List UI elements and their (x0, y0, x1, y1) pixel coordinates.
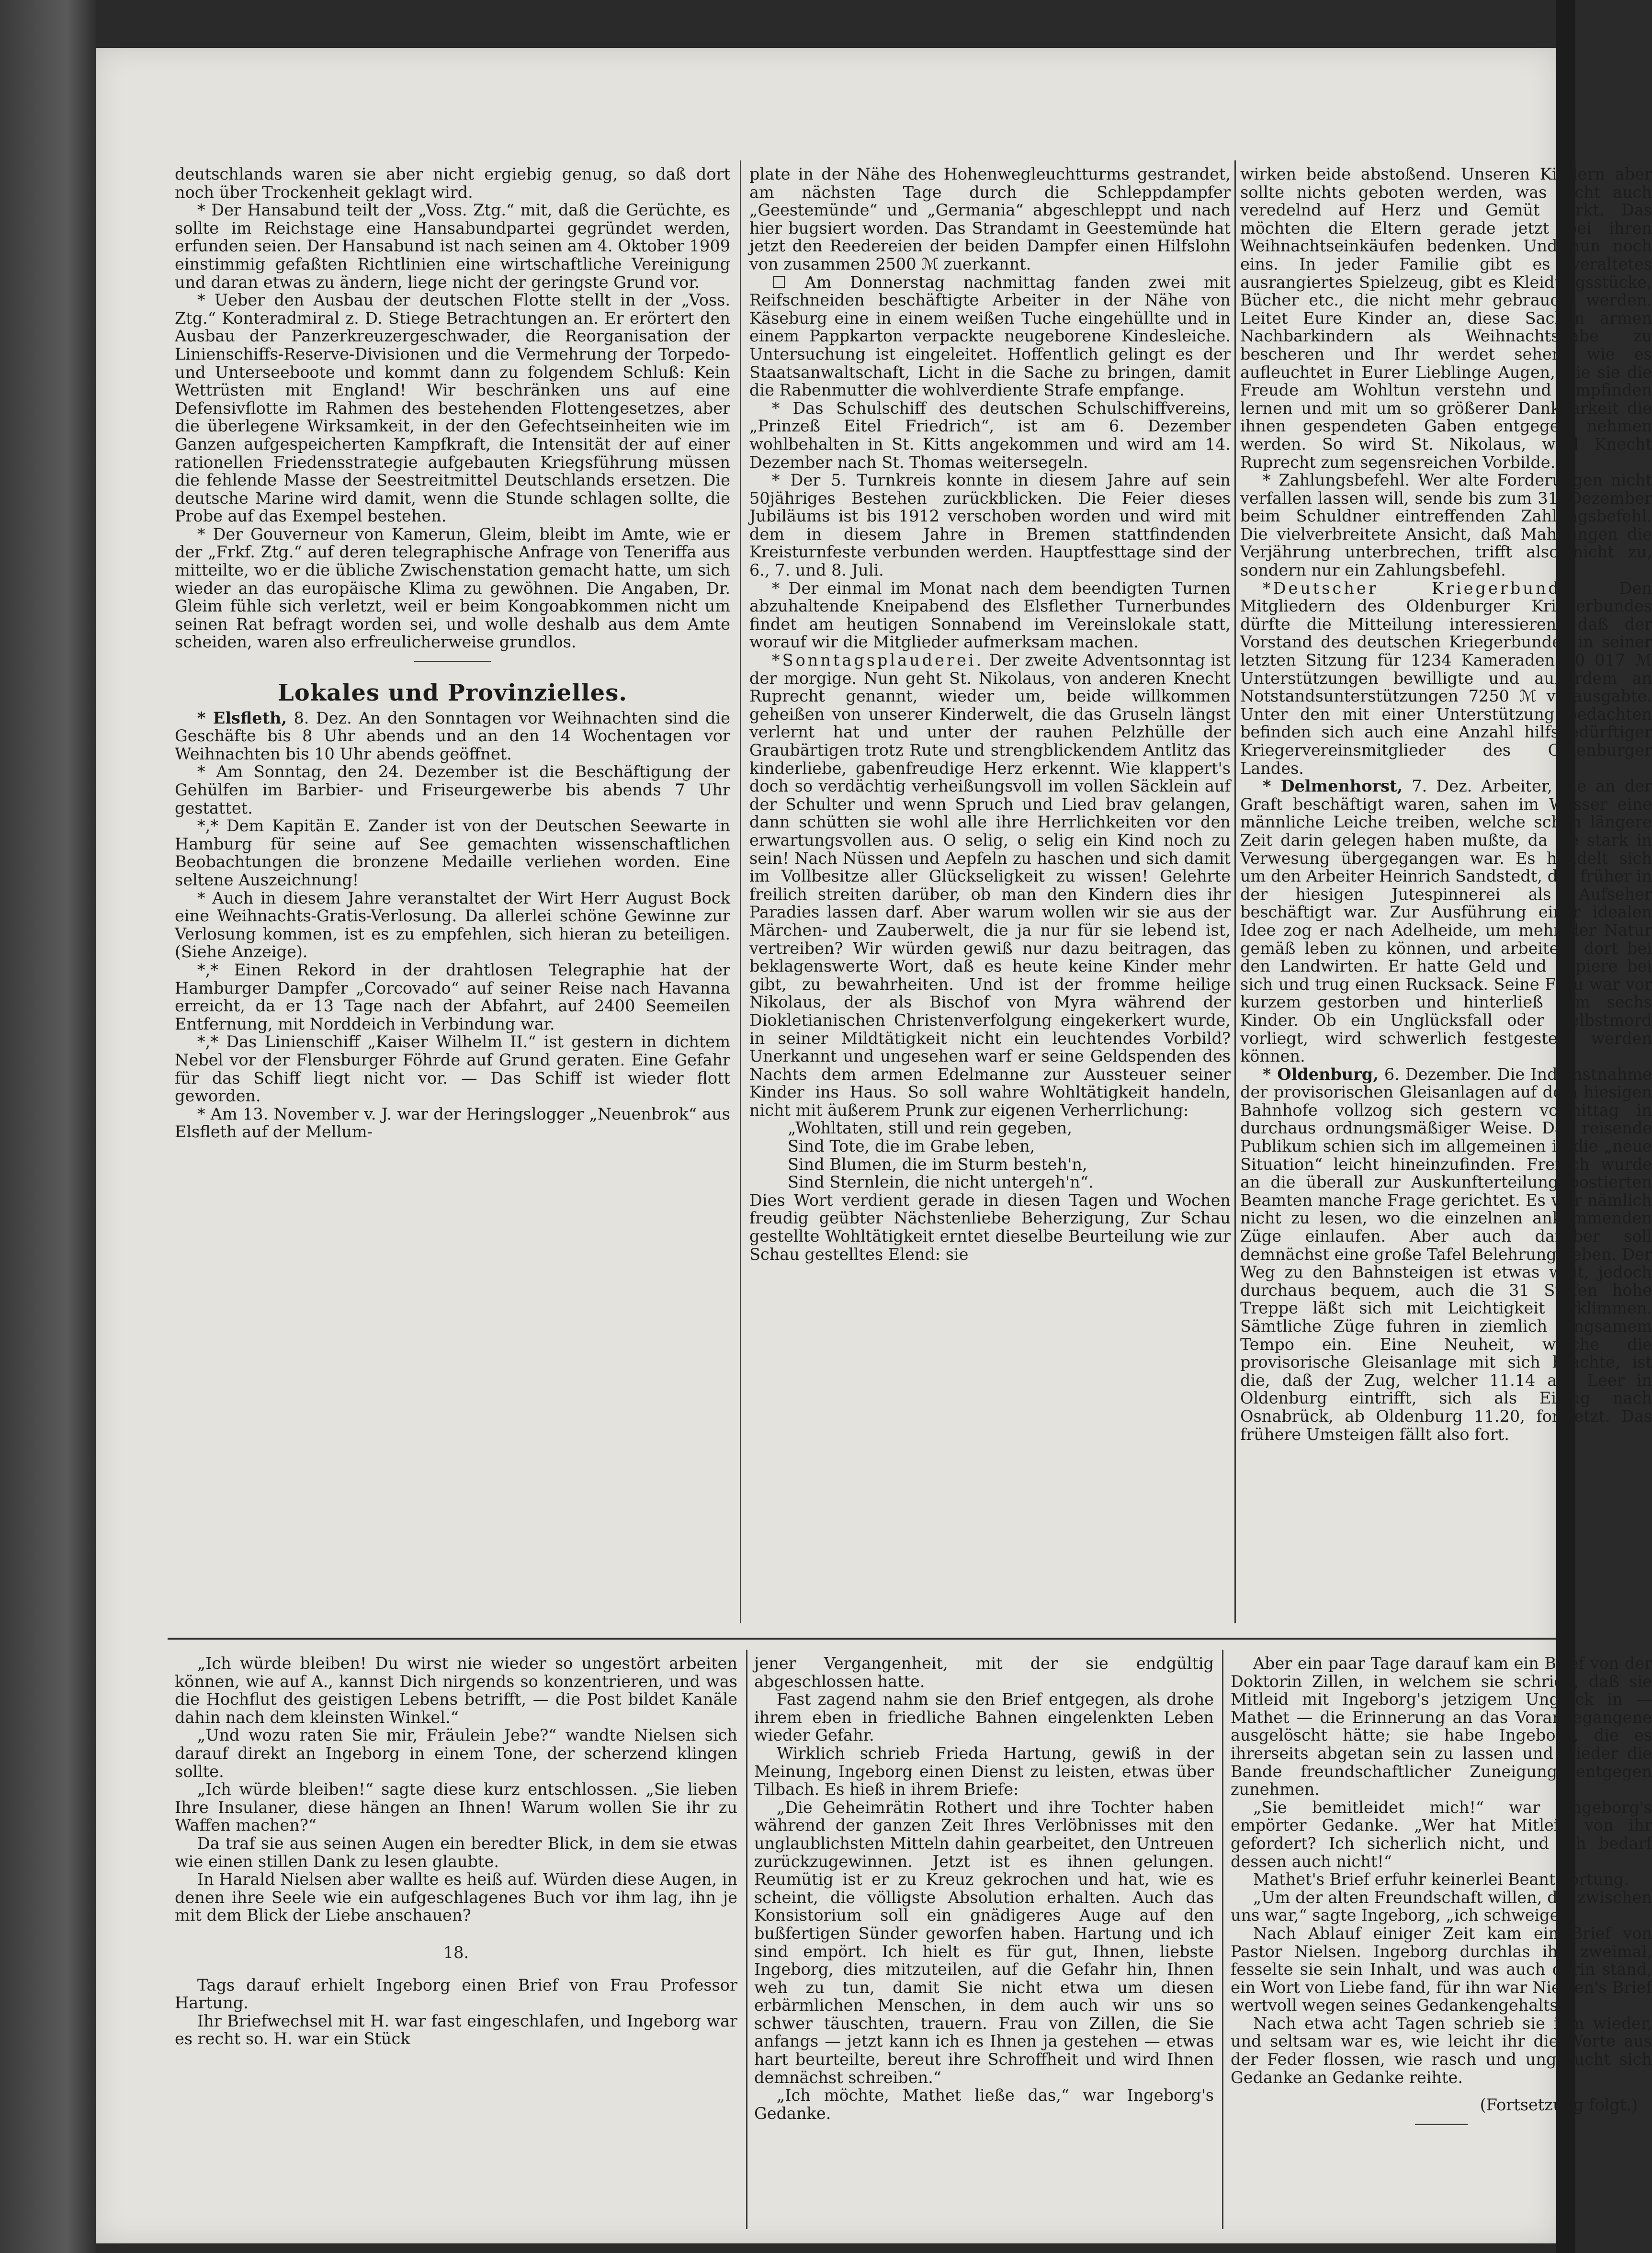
paragraph (1240, 777, 1652, 1065)
article-lead: *Deutscher Kriegerbund. (1262, 578, 1569, 598)
paragraph: Ihr Briefwechsel mit H. war fast eingeschlafen, und Ingeborg war es recht so. H. war ein Stück (175, 2011, 737, 2049)
paragraph-text: Der zweite Adventsonntag ist der morgige. Nun geht St. Nikolaus, von anderen Knecht Ruprecht genannt, wieder um, beide willkommen geheißen von unserer Kinderwelt, die das Gruseln längst verlernt hat und unter der rauhen Pelzhülle der Graubärtigen trotz Rute und strengblickendem Antlitz das kinderliebe, gabenfreudige Herz erkennt. Wie klappert's doch so verdächtig verheißungsvoll im vollen Säcklein auf der Schulter und wenn Spruch und Lied brav gelangen, dann schütten sie wohl alle ihre Herrlichkeiten vor den erwartungsvollen aus. O selig, o selig ein Kind noch zu sein! Nach Nüssen und Aepfeln zu haschen und sich damit im Vollbesitze aller Glückseligkeit zu wissen! Gelehrte freilich streiten darüber, ob man den Kindern dies ihr Paradies lassen darf. Aber warum wollen wir sie aus der Märchen- und Zauberwelt, die ja nur für sie lebend ist, vertreiben? Wir würden gewiß nur dazu beitragen, das beklagenswerte Wort, daß es heute keine Kinder mehr gibt, zu bewahrheiten. Und ist der fromme heilige Nikolaus, der als Bischof von Myra während der Diokletianischen Christenverfolgung eingekerkert wurde, in seiner Mildtätigkeit nicht ein leuchtendes Vorbild? Unerkannt und ungesehen warf er seine Geldspenden des Nachts dem armen Edelmanne zur Aussteuer seiner Kinder ins Haus. So soll wahre Wohltätigkeit handeln, nicht mit äußerem Prunk zur eigenen Verherrlichung: (749, 651, 1231, 1120)
paragraph: * Zahlungsbefehl. Wer alte Forderungen nicht verfallen lassen will, sende bis zum 31. Dezember beim Schuldner eintreffenden Zahlungsbefehl. Die vielverbreitete Ansicht, daß Mahnungen die Verjährung unterbrechen, trifft also nicht zu, sondern nur ein Zahlungsbefehl. (1240, 471, 1652, 580)
poem (749, 1119, 1231, 1191)
paragraph: * Am Sonntag, den 24. Dezember ist die Beschäftigung der Gehülfen im Barbier- und Friseurgewerbe bis abends 7 Uhr gestattet. (175, 762, 730, 817)
dateline: * Elsfleth, (197, 708, 287, 727)
paragraph: In Harald Nielsen aber wallte es heiß auf. Würden diese Augen, in denen ihre Seele wie ein aufgeschlagenes Buch vor ihm lag, ihn je mit dem Blick der Liebe anschauen? (175, 1870, 737, 1925)
paragraph: Tags darauf erhielt Ingeborg einen Brief von Frau Professor Hartung. (175, 1975, 737, 2013)
paragraph: * Der 5. Turnkreis konnte in diesem Jahre auf sein 50jähriges Bestehen zurückblicken. Die Feier dieses Jubiläums ist bis 1912 verschoben worden und wird mit dem in diesem Jahre in Bremen stattfindenden Kreisturnfeste verbunden werden. Hauptfesttage sind der 6., 7. und 8. Juli. (749, 471, 1231, 580)
paragraph: „Ich möchte, Mathet ließe das,“ war Ingeborg's Gedanke. (754, 2086, 1214, 2123)
paragraph: Dies Wort verdient gerade in diesen Tagen und Wochen freudig geübter Nächstenliebe Beherzigung, Zur Schau gestellte Wohltätigkeit erntet dieselbe Beurteilung wie zur Schau gestelltes Elend: sie (749, 1190, 1231, 1264)
paragraph: wirken beide abstoßend. Unseren Kindern aber sollte nichts geboten werden, was nicht auch veredelnd auf Herz und Gemüt wirkt. Das möchten die Eltern gerade jetzt bei ihren Weihnachtseinkäufen bedenken. Und nun noch eins. In jeder Familie gibt es veraltetes ausrangiertes Spielzeug, gibt es Kleidungsstücke, Bücher etc., die nicht mehr gebraucht werden. Leitet Eure Kinder an, diese Sachen armen Nachbarkindern als Weihnachtsgabe zu bescheren und Ihr werdet sehen, wie es aufleuchtet in Eurer Lieblinge Augen, wie sie die Freude am Wohltun verstehn und empfinden lernen und mit um so größerer Dankbarkeit die ihnen gespendeten Gaben entgegen nehmen werden. So wird St. Nikolaus, wird Knecht Ruprecht zum segensreichen Vorbilde. (1240, 165, 1652, 472)
end-divider (1415, 2124, 1468, 2125)
paragraph (1240, 1065, 1652, 1443)
poem-line: Sind Sternlein, die nicht untergeh'n“. (788, 1173, 1094, 1192)
paragraph: * Das Schulschiff des deutschen Schulschiffvereins, „Prinzeß Eitel Friedrich“, ist am 6. Dezember wohlbehalten in St. Kitts angekommen und wird am 14. Dezember nach St. Thomas weitersegeln. (749, 398, 1231, 472)
paragraph-text: Den Mitgliedern des Oldenburger Kriegerbundes dürfte die Mitteilung interessieren, daß der Vorstand des deutschen Kriegerbundes in seiner letzten Sitzung für 1234 Kameraden 20 017 ℳ Unterstützungen bewilligte und außerdem an Notstandsunterstützungen 7250 ℳ verausgabte. Unter den mit einer Unterstützung bedachten befinden sich auch eine Anzahl hilfsbedürftiger Kriegervereinsmitglieder des Oldenburger Landes. (1240, 578, 1652, 778)
paragraph (749, 651, 1231, 1119)
paragraph: Da traf sie aus seinen Augen ein beredter Blick, in dem sie etwas wie einen stillen Dank zu lesen glaubte. (175, 1834, 737, 1871)
paragraph-text: 8. Dez. An den Sonntagen vor Weihnachten sind die Geschäfte bis 8 Uhr abends und an den 14 Wochentagen vor Weihnachten bis 10 Uhr abends geöffnet. (175, 708, 731, 763)
paragraph: * Der Gouverneur von Kamerun, Gleim, bleibt im Amte, wie er der „Frkf. Ztg.“ auf deren telegraphische Anfrage von Teneriffa aus mitteilte, wo er die übliche Zwischenstation gemacht hatte, um sich wieder an das europäische Klima zu gewöhnen. Die Angaben, Dr. Gleim fühle sich verletzt, weil er beim Kongoabkommen nicht um seinen Rat befragt worden sei, und wolle deshalb aus dem Amte scheiden, waren also erfreulicherweise grundlos. (175, 524, 730, 652)
paragraph-text: 6. Dezember. Die Indienstnahme der provisorischen Gleisanlagen auf dem hiesigen Bahnhofe vollzog sich gestern vormittag in durchaus ordnungsmäßiger Weise. Das reisende Publikum schien sich im allgemeinen in die „neue Situation“ leicht hineinzufinden. Freilich wurde an die überall zur Auskunfterteilung postierten Beamten manche Frage gerichtet. Es war nämlich nicht zu lesen, wo die einzelnen ankommenden Züge einlaufen. Aber auch darüber soll demnächst eine große Tafel Belehrung geben. Der Weg zu den Bahnsteigen ist etwas weit, jedoch durchaus bequem, auch die 31 Stufen hohe Treppe läßt sich mit Leichtigkeit erklimmen. Sämtliche Züge fuhren in ziemlich langsamem Tempo ein. Eine Neuheit, welche die provisorische Gleisanlage mit sich brachte, ist die, daß der Zug, welcher 11.14 aus Leer in Oldenburg eintrifft, sich als Eilzug nach Osnabrück, ab Oldenburg 11.20, fortsetzt. Das frühere Umsteigen fällt also fort. (1240, 1064, 1652, 1444)
paragraph: „Sie bemitleidet mich!“ war Ingeborg's empörter Gedanke. „Wer hat Mitleid von ihr gefordert? Ich sicherlich nicht, und ich bedarf dessen auch nicht!“ (1231, 1798, 1652, 1871)
paragraph: Wirklich schrieb Frieda Hartung, gewiß in der Meinung, Ingeborg einen Dienst zu leisten, etwas über Tilbach. Es hieß in ihrem Briefe: (754, 1744, 1214, 1799)
feuilleton-column-2 (754, 1654, 1214, 2122)
paragraph: Nach etwa acht Tagen schrieb sie ihm wieder, und seltsam war es, wie leicht ihr die Worte aus der Feder flossen, wie rasch und ungesucht sich Gedanke an Gedanke reihte. (1231, 2014, 1652, 2087)
paragraph: * Ueber den Ausbau der deutschen Flotte stellt in der „Voss. Ztg.“ Konteradmiral z. D. Stiege Betrachtungen an. Er erörtert den Ausbau der Panzerkreuzergeschwader, die Reorganisation der Linienschiffs-Reserve-Divisionen und die Vermehrung der Torpedo- und Unterseeboote und kommt dann zu folgendem Schluß: Kein Wettrüsten mit England! Wir beschränken uns auf eine Defensivflotte im Rahmen des bestehenden Flottengesetzes, aber die überlegene Wirksamkeit, in der den Gefechtseinheiten wie im Ganzen aufgespeicherten Kampfkraft, die Intensität der auf einer rationellen Friedensstrategie aufgebauten Kriegsführung müssen die fehlende Masse der Seestreitmittel Deutschlands ersetzen. Die deutsche Marine wird damit, wenn die Stunde schlagen sollte, die Probe auf das Exempel bestehen. (175, 291, 730, 526)
paragraph: *,* Einen Rekord in der drahtlosen Telegraphie hat der Hamburger Dampfer „Corcovado“ auf seiner Reise nach Havanna erreicht, da er 13 Tage nach der Abfahrt, auf 2400 Seemeilen Entfernung, mit Norddeich in Verbindung war. (175, 960, 730, 1033)
paragraph: * Am 13. November v. J. war der Heringslogger „Neuenbrok“ aus Elsfleth auf der Mellum- (175, 1104, 730, 1142)
paragraph: * Auch in diesem Jahre veranstaltet der Wirt Herr August Bock eine Weihnachts-Gratis-Verlosung. Da allerlei schöne Gewinne zur Verlosung kommen, ist es zu empfehlen, sich hieran zu beteiligen. (Siehe Anzeige). (175, 888, 730, 962)
paragraph: *,* Dem Kapitän E. Zander ist von der Deutschen Seewarte in Hamburg für seine auf See gemachten wissenschaftlichen Beobachtungen die bronzene Medaille verliehen worden. Eine seltene Auszeichnung! (175, 816, 730, 889)
paragraph: „Die Geheimrätin Rothert und ihre Tochter haben während der ganzen Zeit Ihres Verlöbnisses mit den unglaublichsten Mitteln dahin gearbeitet, den Untreuen zurückzugewinnen. Jetzt ist es ihnen gelungen. Reumütig ist er zu Kreuz gekrochen und hat, wie es scheint, die völligste Absolution erhalten. Auch das Konsistorium soll ein gnädigeres Auge auf den bußfertigen Sünder geworfen haben. Hartung und ich sind empört. Ich hielt es für gut, Ihnen, liebste Ingeborg, dies mitzuteilen, auf die Gefahr hin, Ihnen weh zu tun, damit Sie nicht etwa um diesen erbärmlichen Menschen, in dem auch wir uns so schwer täuschten, trauern. Frau von Zillen, die Sie anfangs — jetzt kann ich es Ihnen ja gestehen — etwas hart beurteilte, bereut ihre Schroffheit und wird Ihnen demnächst schreiben.“ (754, 1798, 1214, 2087)
paragraph: jener Vergangenheit, mit der sie endgültig abgeschlossen hatte. (754, 1654, 1214, 1691)
paragraph: ☐ Am Donnerstag nachmittag fanden zwei mit Reifschneiden beschäftigte Arbeiter in der Nähe von Käseburg eine in einem weißen Tuche eingehüllte und in einem Pappkarton verpackte neugeborene Kindesleiche. Untersuchung ist eingeleitet. Hoffentlich gelingt es der Staatsanwaltschaft, Licht in die Sache zu bringen, damit die Rabenmutter die wohlverdiente Strafe empfange. (749, 272, 1231, 400)
paragraph: „Und wozu raten Sie mir, Fräulein Jebe?“ wandte Nielsen sich darauf direkt an Ingeborg in einem Tone, der scherzend klingen sollte. (175, 1726, 737, 1781)
chapter-number: 18. (443, 1943, 469, 1962)
paragraph (1240, 579, 1652, 778)
paragraph: Fast zagend nahm sie den Brief entgegen, als drohe ihrem eben in friedliche Bahnen eingelenkten Leben wieder Gefahr. (754, 1690, 1214, 1745)
newspaper-page (96, 48, 1652, 2243)
continued-note: (Fortsetzung folgt.) (1480, 2095, 1638, 2115)
section-title: Lokales und Provinzielles. (278, 679, 627, 707)
column-divider (746, 1650, 747, 2229)
column-divider (1222, 1650, 1223, 2229)
book-binding (0, 0, 96, 2253)
feuilleton-column-3 (1231, 1654, 1652, 2130)
paragraph: „Ich würde bleiben! Du wirst nie wieder so ungestört arbeiten können, wie auf A., kannst Dich nirgends so konzentrieren, und was die Hochflut des geistigen Lebens betrifft, — die Post bildet Kanäle dahin nach dem kleinsten Winkel.“ (175, 1654, 737, 1727)
paragraph-text: 7. Dez. Arbeiter, die an der Graft beschäftigt waren, sahen im Wasser eine männliche Leiche treiben, welche schon längere Zeit darin gelegen haben mußte, da sie stark in Verwesung übergegangen war. Es handelt sich um den Arbeiter Heinrich Sandstedt, der früher in der hiesigen Jutespinnerei als Aufseher beschäftigt war. Zur Ausführung einer idealen Idee zog er nach Adelheide, um mehr der Natur gemäß leben zu können, und arbeitete dort bei den Landwirten. Er hatte Geld und Papiere bei sich und trug einen Rucksack. Seine Frau war vor kurzem gestorben und hinterließ ihm sechs Kinder. Ob ein Unglücksfall oder Selbstmord vorliegt, wird schwerlich festgestellt werden können. (1240, 777, 1652, 1066)
paragraph: * Der einmal im Monat nach dem beendigten Turnen abzuhaltende Kneipabend des Elsflether Turnerbundes findet am heutigen Sonnabend im Vereinslokale statt, worauf wir die Mitglieder aufmerksam machen. (749, 578, 1231, 652)
column-divider (1234, 160, 1236, 1623)
paragraph: Nach Ablauf einiger Zeit kam ein Brief von Pastor Nielsen. Ingeborg durchlas ihn zweimal, fesselte sie sein Inhalt, und was auch darin stand, ein Wort von Liebe fand, für ihn war Nielsen's Brief wertvoll wegen seines Gedankengehalts. (1231, 1924, 1652, 2015)
paragraph: „Um der alten Freundschaft willen, die zwischen uns war,“ sagte Ingeborg, „ich schweige.“ (1231, 1888, 1652, 1925)
paragraph: „Ich würde bleiben!“ sagte diese kurz entschlossen. „Sie lieben Ihre Insulaner, diese hängen an Ihnen! Warum wollen Sie ihr zu Waffen machen?“ (175, 1780, 737, 1835)
poem-line: Sind Tote, die im Grabe leben, (788, 1137, 1035, 1156)
paragraph: Aber ein paar Tage darauf kam ein Brief von der Doktorin Zillen, in welchem sie schrieb, daß sie Mitleid mit Ingeborg's jetzigem Unglück in — Mathet — die Erinnerung an das Vorangegangene ausgelöscht hätte; sie habe Ingeborg, die es ihrerseits abgetan sein zu lassen und wieder die Bande freundschaftlicher Zuneigung entgegen zunehmen. (1231, 1654, 1652, 1799)
dateline: * Delmenhorst, (1262, 777, 1403, 796)
paragraph: deutschlands waren sie aber nicht ergiebig genug, so daß dort noch über Trockenheit geklagt wird. (175, 165, 730, 202)
column-divider (740, 160, 741, 1623)
dateline: * Oldenburg, (1262, 1064, 1379, 1084)
poem-line: „Wohltaten, still und rein gegeben, (788, 1119, 1072, 1138)
paragraph: * Der Hansabund teilt der „Voss. Ztg.“ mit, daß die Gerüchte, es sollte im Reichstage eine Hansabundpartei gegründet werden, erfunden seien. Der Hansabund ist nach seinen am 4. Oktober 1909 einstimmig gefaßten Richtlinien eine wirtschaftliche Vereinigung und daran etwas zu ändern, liege nicht der geringste Grund vor. (175, 201, 730, 292)
column-1 (175, 165, 730, 1141)
paragraph: *,* Das Linienschiff „Kaiser Wilhelm II.“ ist gestern in dichtem Nebel vor der Flensburger Föhrde auf Grund geraten. Eine Gefahr für das Schiff liegt nicht vor. — Das Schiff ist wieder flott geworden. (175, 1032, 730, 1106)
column-2 (749, 165, 1231, 1263)
poem-line: Sind Blumen, die im Sturm besteh'n, (788, 1155, 1087, 1174)
paragraph (175, 709, 730, 763)
feuilleton-column-1 (175, 1654, 737, 2048)
section-divider (414, 661, 491, 662)
feuilleton-divider (168, 1638, 1556, 1640)
column-3 (1240, 165, 1652, 1443)
paragraph: Mathet's Brief erfuhr keinerlei Beantwortung. (1253, 1870, 1629, 1889)
article-lead: *Sonntagsplauderei. (771, 651, 984, 670)
paragraph: plate in der Nähe des Hohenwegleuchtturms gestrandet, am nächsten Tage durch die Schleppdampfer „Geestemünde“ und „Germania“ abgeschleppt und nach hier bugsiert worden. Das Strandamt in Geestemünde hat jetzt den Reedereien der beiden Dampfer einen Hilfslohn von zusammen 2500 ℳ zuerkannt. (749, 165, 1231, 273)
